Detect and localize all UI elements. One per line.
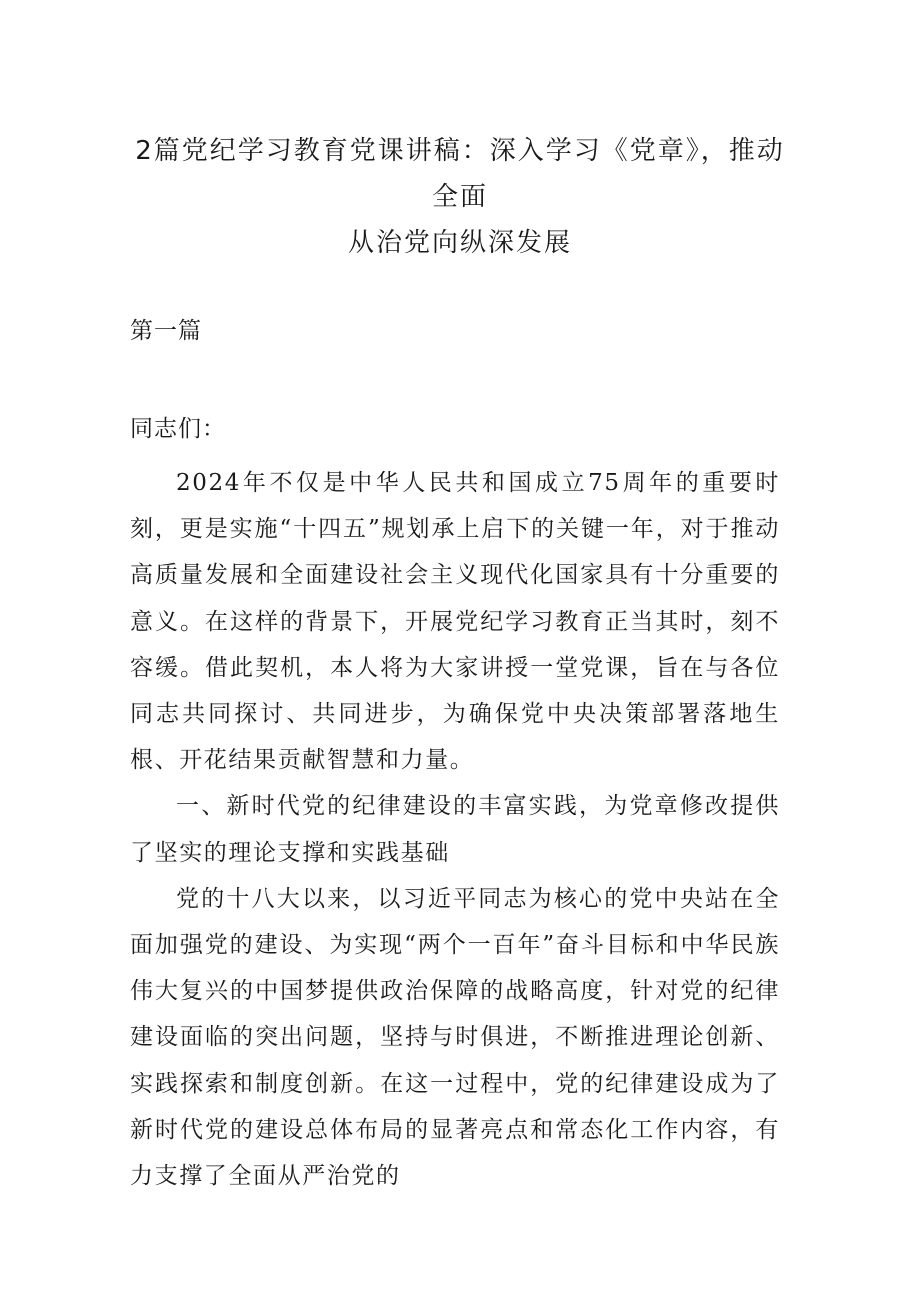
paragraph-intro: 2024年不仅是中华人民共和国成立75周年的重要时刻，更是实施“十四五”规划承上启下的关键一年，对于推动高质量发展和全面建设社会主义现代化国家具有十分重要的意义。在这样的背景下，开展党纪学习教育正当其时，刻不容缓。借此契机，本人将为大家讲授一堂党课，旨在与各位同志共同探讨、共同进步，为确保党中央决策部署落地生根、开花结果贡献智慧和力量。 — [130, 470, 780, 774]
paragraph-body-one: 党的十八大以来，以习近平同志为核心的党中央站在全面加强党的建设、为实现“两个一百年”奋斗目标和中华民族伟大复兴的中国梦提供政治保障的战略高度，针对党的纪律建设面临的突出问题，坚持与时俱进，不断推进理论创新、实践探索和制度创新。在这一过程中，党的纪律建设成为了新时代党的建设总体布局的显著亮点和常态化工作内容，有力支撑了全面从严治党的 — [130, 885, 780, 1190]
paragraph-heading-one: 一、新时代党的纪律建设的丰富实践，为党章修改提供了坚实的理论支撑和实践基础 — [130, 793, 780, 866]
document-body — [130, 460, 780, 1199]
salutation: 同志们： — [130, 416, 226, 442]
title-line-1: 2篇党纪学习教育党课讲稿：深入学习《党章》，推动全面 — [135, 136, 785, 212]
title-line-2: 从治党向纵深发展 — [347, 228, 572, 258]
section-label: 第一篇 — [130, 318, 202, 344]
document-title — [130, 128, 790, 266]
